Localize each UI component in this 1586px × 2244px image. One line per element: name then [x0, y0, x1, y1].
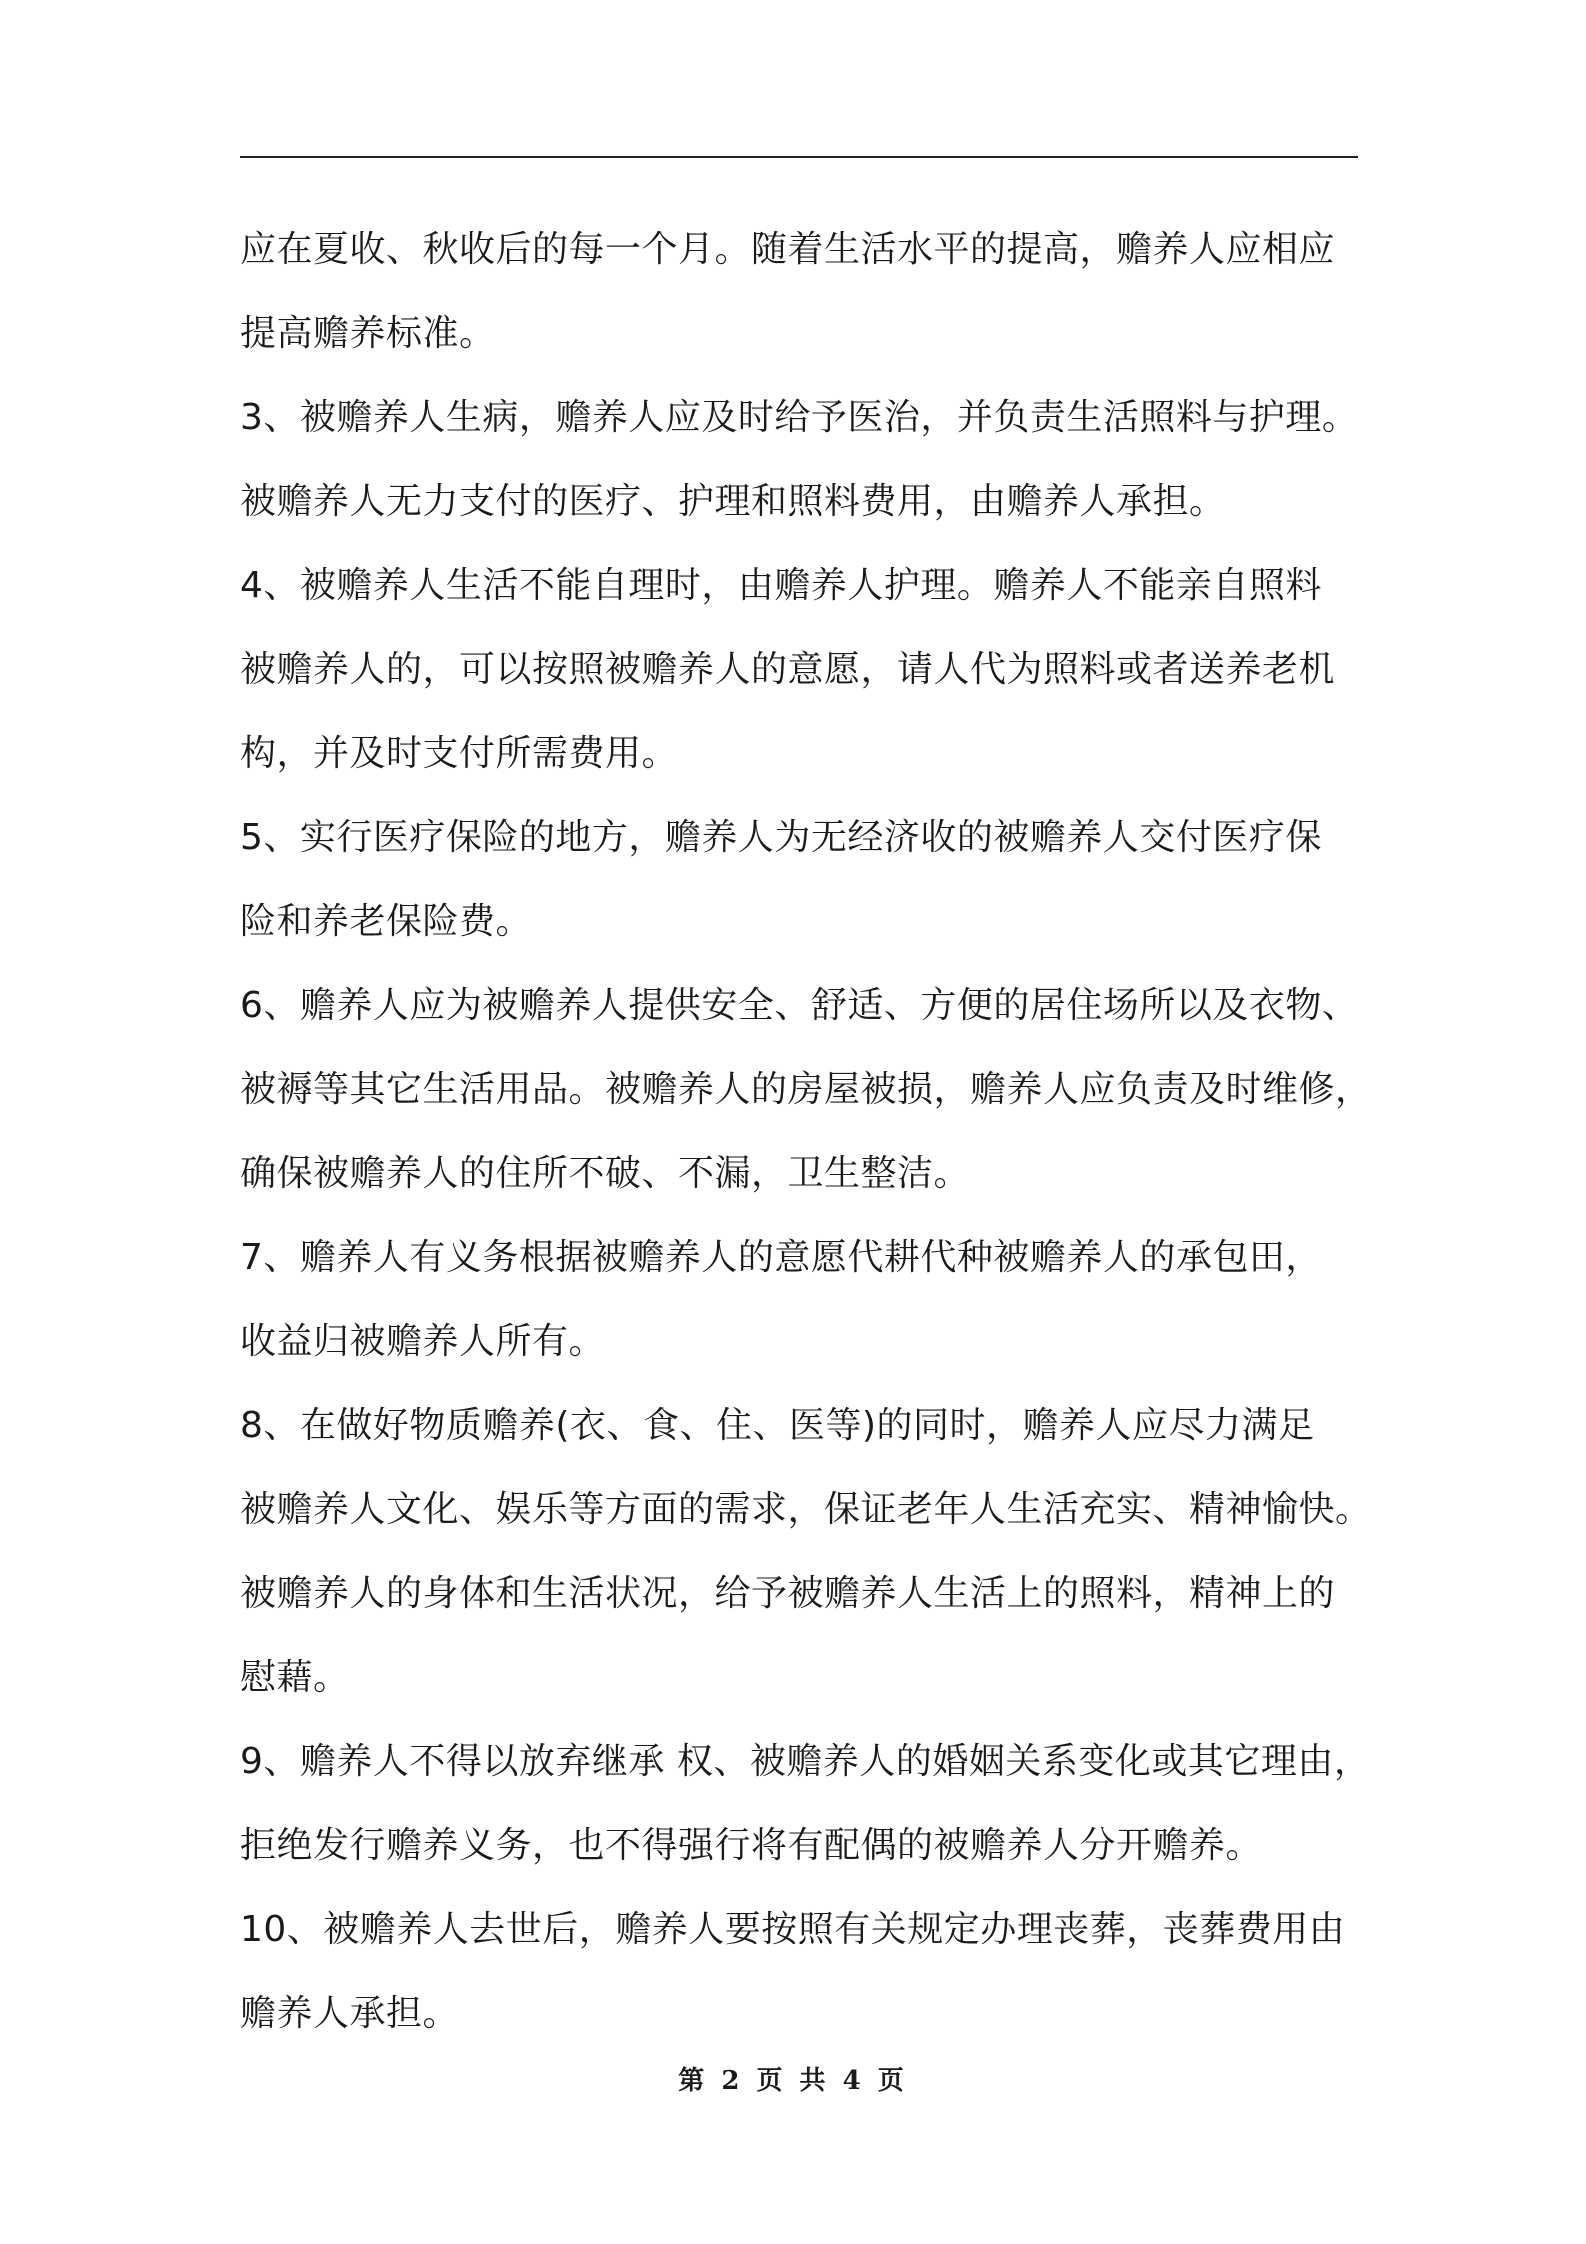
text-line: 险和养老保险费。 — [240, 901, 533, 942]
page-number-footer: 第 2 页 共 4 页 — [678, 2066, 908, 2096]
text-line: 提高赡养标准。 — [240, 313, 496, 354]
text-line: 被赡养人文化、娱乐等方面的需求，保证老年人生活充实、精神愉快。 — [240, 1489, 1372, 1530]
text-line: 8、在做好物质赡养(衣、食、住、医等)的同时，赡养人应尽力满足 — [240, 1405, 1315, 1446]
text-line: 7、赡养人有义务根据被赡养人的意愿代耕代种被赡养人的承包田， — [240, 1237, 1322, 1278]
text-line: 10、被赡养人去世后，赡养人要按照有关规定办理丧葬，丧葬费用由 — [240, 1909, 1346, 1950]
text-line: 应在夏收、秋收后的每一个月。随着生活水平的提高，赡养人应相应 — [240, 229, 1336, 270]
text-line: 3、被赡养人生病，赡养人应及时给予医治，并负责生活照料与护理。 — [240, 397, 1359, 438]
text-line: 慰藉。 — [240, 1657, 350, 1698]
text-line: 被赡养人的身体和生活状况，给予被赡养人生活上的照料，精神上的 — [240, 1573, 1336, 1614]
header-rule — [240, 156, 1358, 158]
text-line: 收益归被赡养人所有。 — [240, 1321, 606, 1362]
text-line: 6、赡养人应为被赡养人提供安全、舒适、方便的居住场所以及衣物、 — [240, 985, 1359, 1026]
text-line: 赡养人承担。 — [240, 1993, 460, 2034]
text-line: 被赡养人的，可以按照被赡养人的意愿，请人代为照料或者送养老机 — [240, 649, 1336, 690]
body-text — [240, 208, 1372, 2056]
text-line: 被赡养人无力支付的医疗、护理和照料费用，由赡养人承担。 — [240, 481, 1226, 522]
text-line: 5、实行医疗保险的地方，赡养人为无经济收的被赡养人交付医疗保 — [240, 817, 1322, 858]
text-line: 拒绝发行赡养义务，也不得强行将有配偶的被赡养人分开赡养。 — [240, 1825, 1263, 1866]
text-line: 确保被赡养人的住所不破、不漏，卫生整洁。 — [240, 1153, 971, 1194]
text-line: 9、赡养人不得以放弃继承 权、被赡养人的婚姻关系变化或其它理由， — [240, 1741, 1371, 1782]
text-line: 4、被赡养人生活不能自理时，由赡养人护理。赡养人不能亲自照料 — [240, 565, 1322, 606]
text-line: 构，并及时支付所需费用。 — [240, 733, 679, 774]
text-line: 被褥等其它生活用品。被赡养人的房屋被损，赡养人应负责及时维修， — [240, 1069, 1372, 1110]
